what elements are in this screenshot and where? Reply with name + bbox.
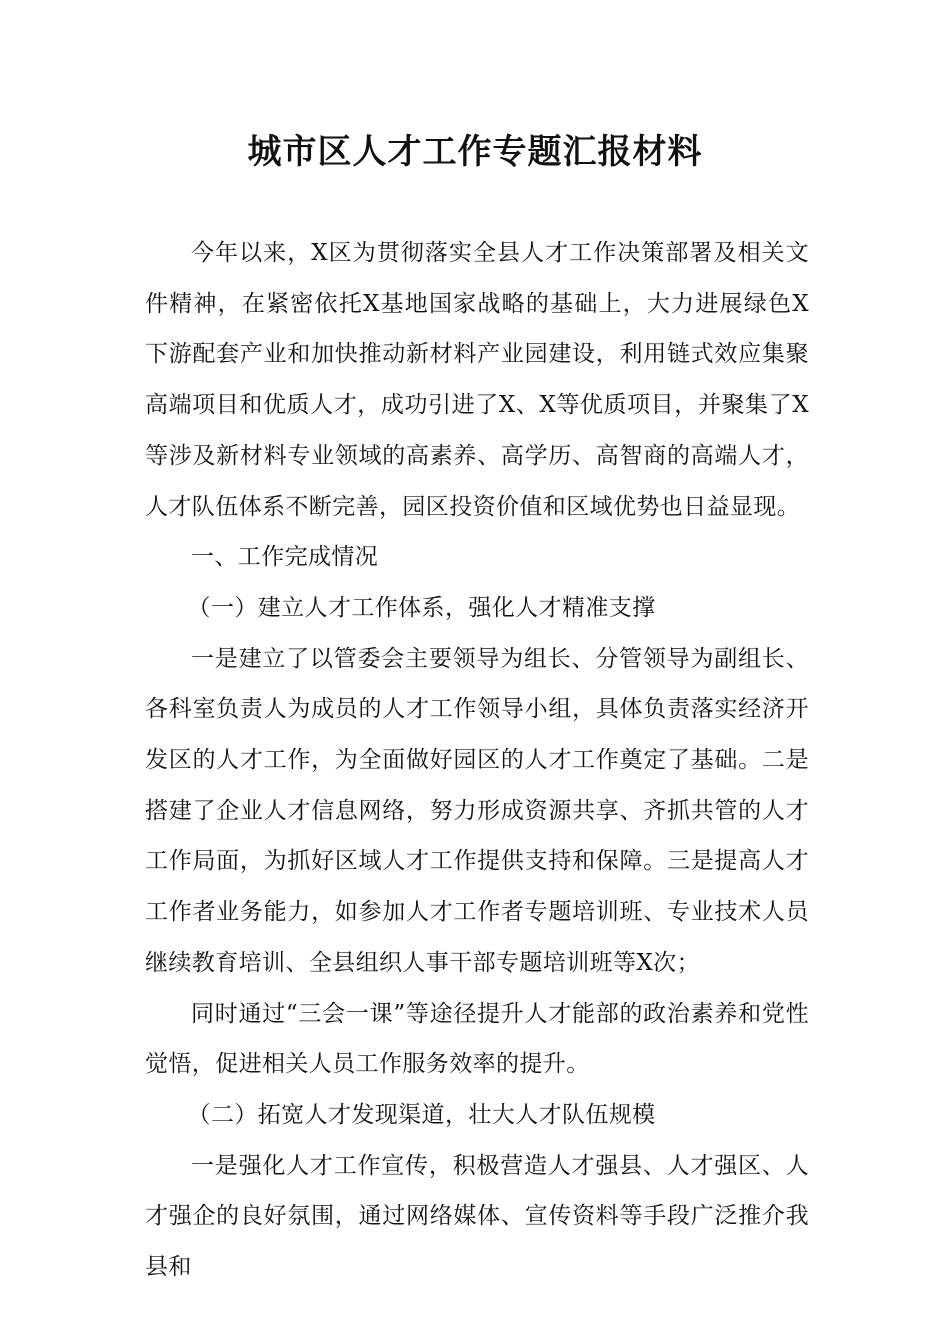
s2p1-line-2: 强企的良好氛围，通过网络媒体、宣传资料等手段广泛推介我县和 — [145, 1203, 809, 1281]
s1p1-line-2: 科室负责人为成员的人才工作领导小组，具体负责落实经济开发区 — [145, 696, 809, 774]
s1p1-line-1: 一是建立了以管委会主要领导为组长、分管领导为副组长、各 — [145, 645, 809, 723]
document-body — [145, 228, 809, 1293]
s1p1-line-6: 力，如参加人才工作者专题培训班、专业技术人员继续教育培训、 — [145, 899, 809, 976]
s1p2-line-2: 觉悟，促进相关人员工作服务效率的提升。 — [145, 1051, 590, 1078]
subsection-2-paragraph-1 — [145, 1141, 809, 1293]
subsection-1-paragraph-2 — [145, 989, 809, 1090]
intro-line-6: 系不断完善，园区投资价值和区域优势也日益显现。 — [262, 493, 801, 520]
intro-line-1: 今年以来，X区为贯彻落实全县人才工作决策部署及相关文件 — [145, 240, 809, 317]
intro-line-4: 目和优质人才，成功引进了X、X等优质项目，并聚集了X等涉及新 — [145, 392, 809, 469]
s1p1-line-3: 的人才工作，为全面做好园区的人才工作奠定了基础。二是搭建了 — [145, 747, 809, 824]
subsection-2-heading: （二）拓宽人才发现渠道，壮大人才队伍规模 — [187, 1101, 656, 1128]
s1p1-line-7: 全县组织人事干部专题培训班等X次； — [308, 949, 700, 976]
s1p1-line-5: 为抓好区域人才工作提供支持和保障。三是提高人才工作者业务能 — [145, 848, 810, 926]
s1p2-line-1: 同时通过“三会一课”等途径提升人才能部的政治素养和党性 — [191, 1000, 809, 1027]
s1p1-line-4: 企业人才信息网络，努力形成资源共享、齐抓共管的人才工作局面， — [145, 797, 810, 875]
subsection-1-paragraph-1 — [145, 634, 809, 989]
intro-line-5: 材料专业领域的高素养、高学历、高智商的高端人才，人才队伍体 — [145, 442, 809, 520]
section-1-heading: 一、工作完成情况 — [191, 544, 379, 571]
intro-paragraph — [145, 228, 809, 532]
intro-line-3: 配套产业和加快推动新材料产业园建设，利用链式效应集聚高端项 — [145, 341, 809, 419]
s2p1-line-1: 一是强化人才工作宣传，积极营造人才强县、人才强区、人才 — [145, 1152, 809, 1230]
document-title: 城市区人才工作专题汇报材料 — [247, 132, 703, 172]
intro-line-2: 精神，在紧密依托X基地国家战略的基础上，大力进展绿色X下游 — [145, 290, 809, 368]
subsection-1-heading: （一）建立人才工作体系，强化人才精准支撑 — [187, 594, 656, 621]
